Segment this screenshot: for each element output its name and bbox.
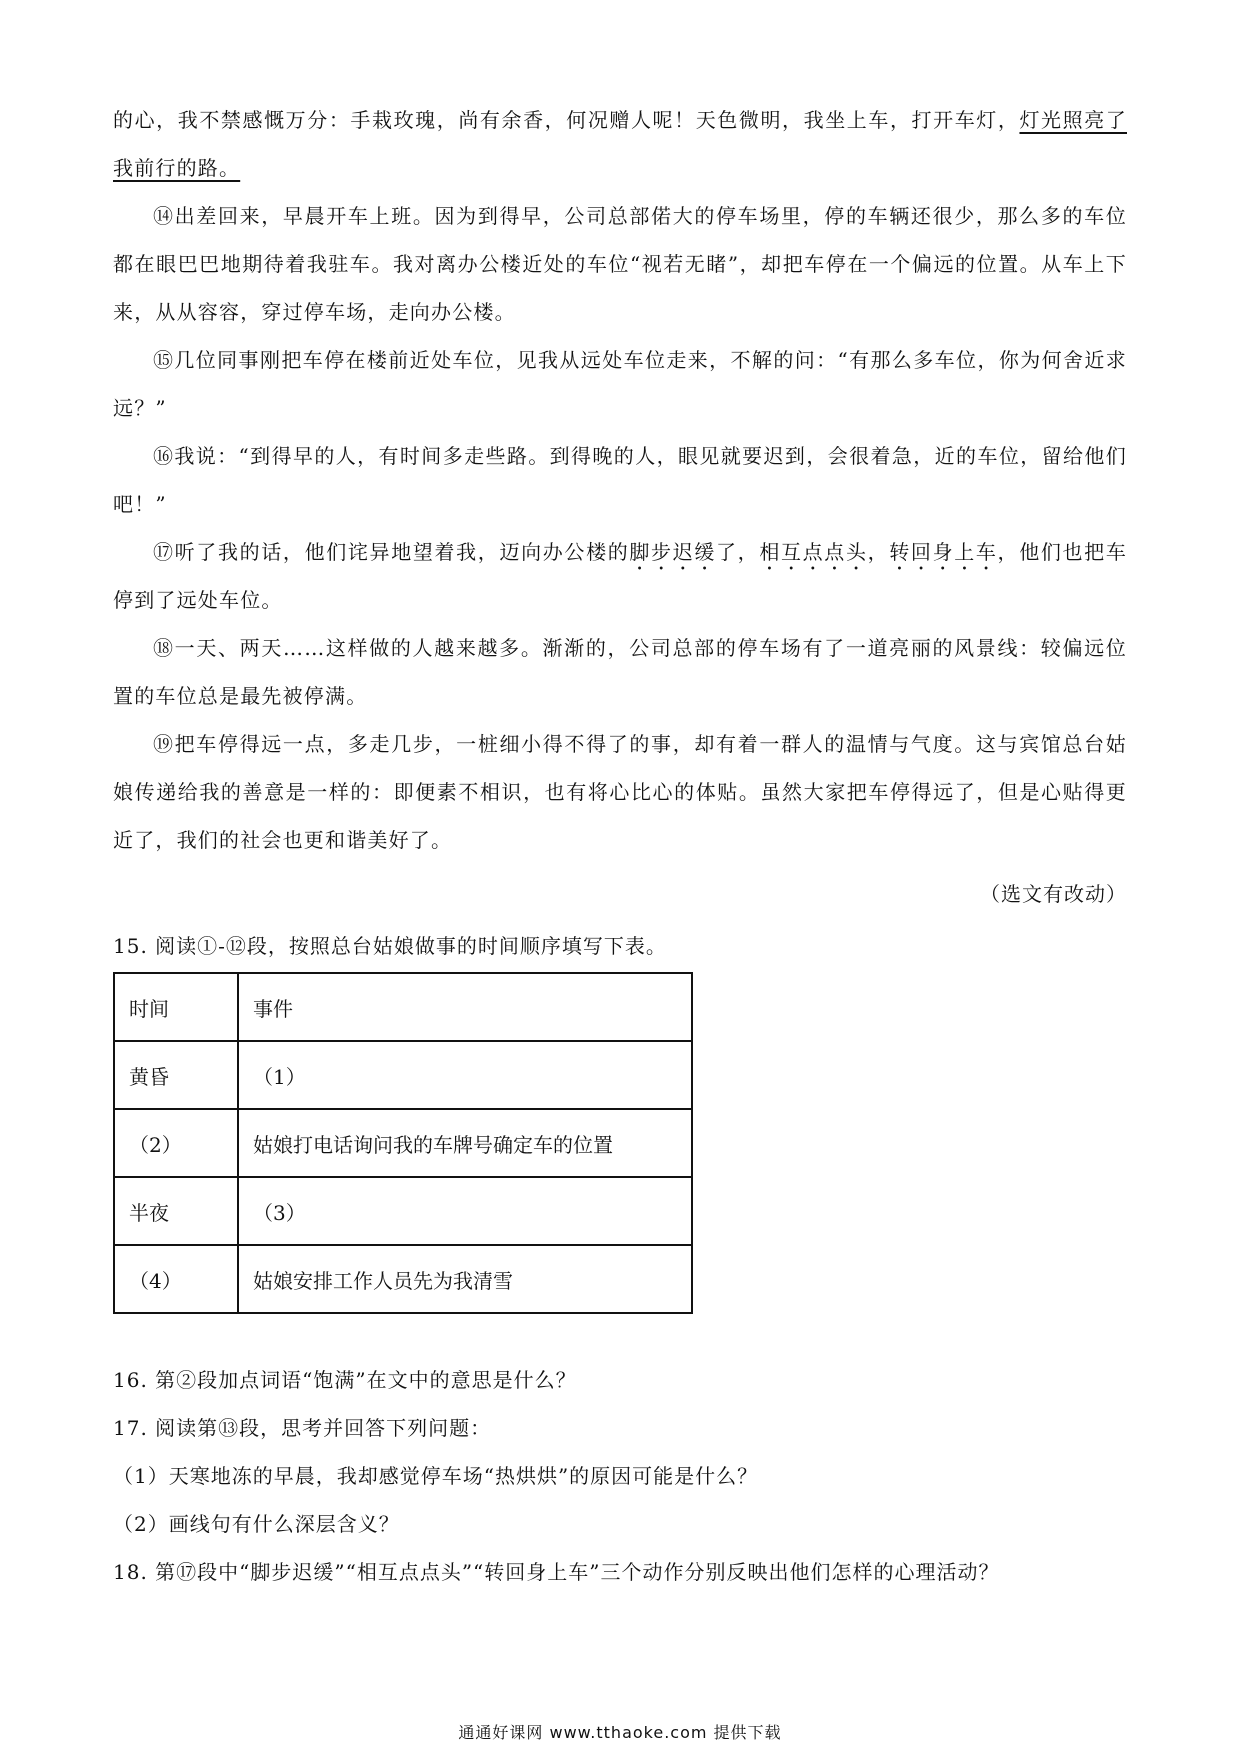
paragraph-text: ⑰听了我的话，他们诧异地望着我，迈向办公楼的 <box>153 540 630 564</box>
paragraph-17 <box>113 528 1127 624</box>
question-15: 15. 阅读①-⑫段，按照总台姑娘做事的时间顺序填写下表。 <box>113 934 667 958</box>
event-cell: （1） <box>238 1041 692 1109</box>
table-row <box>114 1245 692 1313</box>
question-17: 17. 阅读第⑬段，思考并回答下列问题： <box>113 1416 492 1440</box>
dotted-phrase: 转回身上车 <box>889 540 998 564</box>
question-18: 18. 第⑰段中“脚步迟缓”“相互点点头”“转回身上车”三个动作分别反映出他们怎样的心理活动？ <box>113 1560 1000 1584</box>
paragraph-text: ，他们也把车停到了远处车位。 <box>113 540 1128 612</box>
question-17-part-2: （2）画线句有什么深层含义？ <box>113 1512 400 1536</box>
paragraph-13-tail <box>113 96 1127 192</box>
table-header-row <box>114 973 692 1041</box>
table-row <box>114 1177 692 1245</box>
time-cell: 半夜 <box>114 1177 238 1245</box>
source-note: （选文有改动） <box>980 882 1127 906</box>
event-cell: 姑娘打电话询问我的车牌号确定车的位置 <box>238 1109 692 1177</box>
event-cell: （3） <box>238 1177 692 1245</box>
question-16: 16. 第②段加点词语“饱满”在文中的意思是什么？ <box>113 1368 577 1392</box>
time-cell: 黄昏 <box>114 1041 238 1109</box>
events-table <box>113 972 693 1314</box>
question-17-part-1: （1）天寒地冻的早晨，我却感觉停车场“热烘烘”的原因可能是什么？ <box>113 1464 759 1488</box>
dotted-phrase: 相互点点头 <box>759 540 868 564</box>
table-row <box>114 1109 692 1177</box>
paragraph-16: ⑯我说：“到得早的人，有时间多走些路。到得晚的人，眼见就要迟到，会很着急，近的车位，留给他们吧！” <box>113 444 1127 516</box>
event-cell: 姑娘安排工作人员先为我清雪 <box>238 1245 692 1313</box>
paragraph-text: 的心，我不禁感慨万分：手栽玫瑰，尚有余香，何况赠人呢！天色微明，我坐上车，打开车灯， <box>113 108 1020 132</box>
page-footer: 通通好课网 www.tthaoke.com 提供下载 <box>458 1723 782 1742</box>
table-header-cell: 时间 <box>114 973 238 1041</box>
table-row <box>114 1041 692 1109</box>
time-cell: （4） <box>114 1245 238 1313</box>
paragraph-14: ⑭出差回来，早晨开车上班。因为到得早，公司总部偌大的停车场里，停的车辆还很少，那么多的车位都在眼巴巴地期待着我驻车。我对离办公楼近处的车位“视若无睹”，却把车停在一个偏远的位置。从车上下来，从从容容，穿过停车场，走向办公楼。 <box>113 204 1127 324</box>
paragraph-18: ⑱一天、两天……这样做的人越来越多。渐渐的，公司总部的停车场有了一道亮丽的风景线：较偏远位置的车位总是最先被停满。 <box>113 636 1127 708</box>
paragraph-text: ， <box>867 540 890 564</box>
dotted-phrase: 脚步迟缓 <box>629 540 717 564</box>
paragraph-text: 了， <box>716 540 760 564</box>
paragraph-15: ⑮几位同事刚把车停在楼前近处车位，见我从远处车位走来，不解的问：“有那么多车位，你为何舍近求远？” <box>113 348 1127 420</box>
time-cell: （2） <box>114 1109 238 1177</box>
paragraph-19: ⑲把车停得远一点，多走几步，一桩细小得不得了的事，却有着一群人的温情与气度。这与宾馆总台姑娘传递给我的善意是一样的：即便素不相识，也有将心比心的体贴。虽然大家把车停得远了，但是心贴得更近了，我们的社会也更和谐美好了。 <box>113 732 1127 852</box>
underlined-sentence: 灯光照亮了我前行的路。 <box>113 108 1127 180</box>
table-header-cell: 事件 <box>238 973 692 1041</box>
